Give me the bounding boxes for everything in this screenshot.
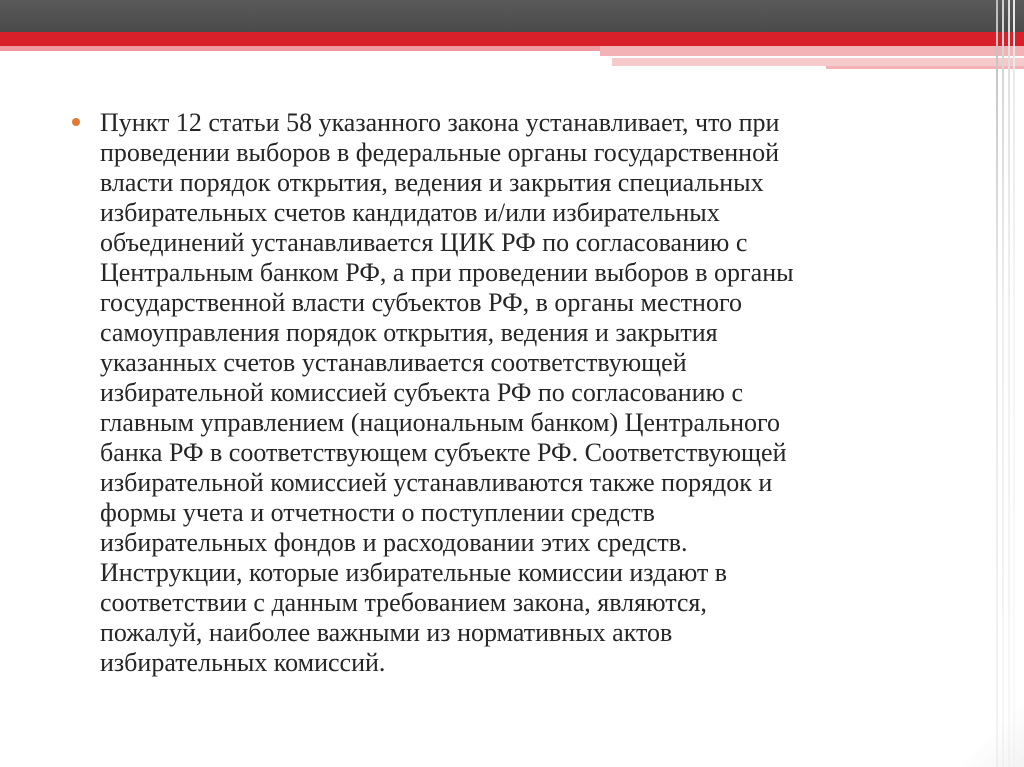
text-line: избирательной комиссией устанавливаются также порядок и xyxy=(100,468,773,497)
header-pink-stripe xyxy=(600,46,1024,56)
right-decorative-stripe xyxy=(1013,0,1015,767)
text-line: власти порядок открытия, ведения и закрытия специальных xyxy=(100,168,764,197)
text-line: пожалуй, наиболее важными из нормативных актов xyxy=(100,618,673,647)
text-line: избирательных счетов кандидатов и/или избирательных xyxy=(100,198,720,227)
text-line: проведении выборов в федеральные органы государственной xyxy=(100,138,779,167)
text-line: указанных счетов устанавливается соответствующей xyxy=(100,348,687,377)
text-line: Пункт 12 статьи 58 указанного закона устанавливает, что при xyxy=(100,108,780,137)
text-line: главным управлением (национальным банком) Центрального xyxy=(100,408,781,437)
text-line: самоуправления порядок открытия, ведения и закрытия xyxy=(100,318,718,347)
header-red-band xyxy=(0,32,1024,46)
header-pink-stripe xyxy=(612,58,1024,66)
right-decorative-stripe xyxy=(996,0,998,767)
text-line: государственной власти субъектов РФ, в органы местного xyxy=(100,288,742,317)
text-line: объединений устанавливается ЦИК РФ по согласованию с xyxy=(100,228,748,257)
header-light-red-stripe xyxy=(0,46,600,51)
text-line: Инструкции, которые избирательные комиссии издают в xyxy=(100,558,728,587)
bullet-dot-icon xyxy=(72,118,80,126)
right-decorative-stripe xyxy=(1008,0,1010,767)
header-gray-band xyxy=(0,0,1024,32)
text-line: избирательных фондов и расходовании этих средств. xyxy=(100,528,688,557)
text-line: избирательной комиссией субъекта РФ по согласованию с xyxy=(100,378,743,407)
right-decorative-stripe xyxy=(1002,0,1004,767)
text-line: Центральным банком РФ, а при проведении выборов в органы xyxy=(100,258,794,287)
text-line: формы учета и отчетности о поступлении средств xyxy=(100,498,655,527)
page-corner-shade xyxy=(964,687,1024,767)
bullet-item xyxy=(72,108,952,678)
slide-body xyxy=(72,108,952,678)
header-pink-stripe xyxy=(826,66,1024,69)
bullet-text xyxy=(100,108,952,678)
text-line: банка РФ в соответствующем субъекте РФ. Соответствующей xyxy=(100,438,787,467)
text-line: избирательных комиссий. xyxy=(100,648,386,677)
text-line: соответствии с данным требованием закона, являются, xyxy=(100,588,707,617)
